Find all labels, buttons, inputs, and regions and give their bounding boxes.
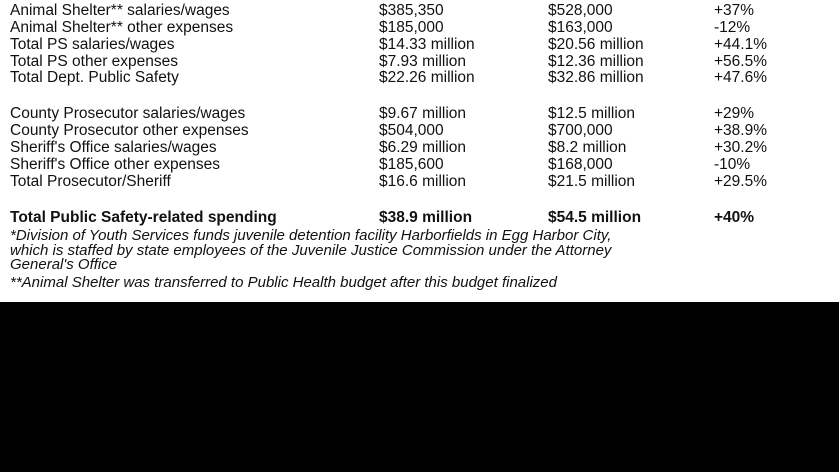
row-label: Total PS other expenses (10, 53, 179, 70)
row-label: Total Public Safety-related spending (10, 209, 277, 226)
value-2018: $38.9 million (379, 209, 473, 226)
value-2018: $9.67 million (379, 105, 467, 122)
value-2018: $185,600 (379, 156, 444, 173)
percent-change: +40% (714, 209, 755, 226)
percent-change: +56.5% (714, 53, 768, 70)
table-row (0, 69, 839, 86)
table-row (0, 156, 839, 173)
value-2018: $14.33 million (379, 36, 475, 53)
row-label: Animal Shelter** other expenses (10, 19, 234, 36)
value-2019: $163,000 (548, 19, 613, 36)
percent-change: +29.5% (714, 173, 768, 190)
footnote-line: **Animal Shelter was transferred to Public Health budget after this budget finalized (10, 274, 557, 291)
value-2019: $12.5 million (548, 105, 636, 122)
footnote-line: General's Office (10, 256, 118, 273)
percent-change: +37% (714, 2, 755, 19)
row-label: Total PS salaries/wages (10, 36, 175, 53)
value-2019: $168,000 (548, 156, 613, 173)
value-2018: $185,000 (379, 19, 444, 36)
percent-change: +44.1% (714, 36, 768, 53)
footnote-animal-shelter (10, 276, 825, 291)
footnote-youth-services (10, 229, 825, 273)
percent-change: -10% (714, 156, 751, 173)
value-2018: $16.6 million (379, 173, 467, 190)
percent-change: +30.2% (714, 139, 768, 156)
percent-change: +29% (714, 105, 755, 122)
row-label: Sheriff's Office other expenses (10, 156, 221, 173)
value-2019: $700,000 (548, 122, 613, 139)
value-2019: $528,000 (548, 2, 613, 19)
value-2018: $22.26 million (379, 69, 475, 86)
value-2019: $12.36 million (548, 53, 644, 70)
footnote-line: *Division of Youth Services funds juvenile detention facility Harborfields in Egg Harbor City, (10, 227, 612, 244)
value-2018: $7.93 million (379, 53, 467, 70)
value-2019: $20.56 million (548, 36, 644, 53)
table-row (0, 36, 839, 53)
value-2019: $21.5 million (548, 173, 636, 190)
value-2018: $6.29 million (379, 139, 467, 156)
value-2018: $504,000 (379, 122, 444, 139)
row-label: County Prosecutor other expenses (10, 122, 249, 139)
table-row (0, 139, 839, 156)
value-2019: $54.5 million (548, 209, 642, 226)
table-row (0, 19, 839, 36)
value-2019: $32.86 million (548, 69, 644, 86)
table-row (0, 2, 839, 19)
footnote-line: which is staffed by state employees of the Juvenile Justice Commission under the Attorney (10, 241, 612, 259)
value-2018: $385,350 (379, 2, 444, 19)
value-2019: $8.2 million (548, 139, 627, 156)
row-label: Total Prosecutor/Sheriff (10, 173, 171, 190)
table-row (0, 173, 839, 190)
row-label: County Prosecutor salaries/wages (10, 105, 246, 122)
table-row (0, 122, 839, 139)
percent-change: +38.9% (714, 122, 768, 139)
percent-change: +47.6% (714, 69, 768, 86)
total-row (0, 209, 839, 226)
row-label: Sheriff's Office salaries/wages (10, 139, 217, 156)
table-row (0, 105, 839, 122)
row-label: Animal Shelter** salaries/wages (10, 2, 230, 19)
table-row (0, 53, 839, 70)
row-label: Total Dept. Public Safety (10, 69, 179, 86)
percent-change: -12% (714, 19, 751, 36)
